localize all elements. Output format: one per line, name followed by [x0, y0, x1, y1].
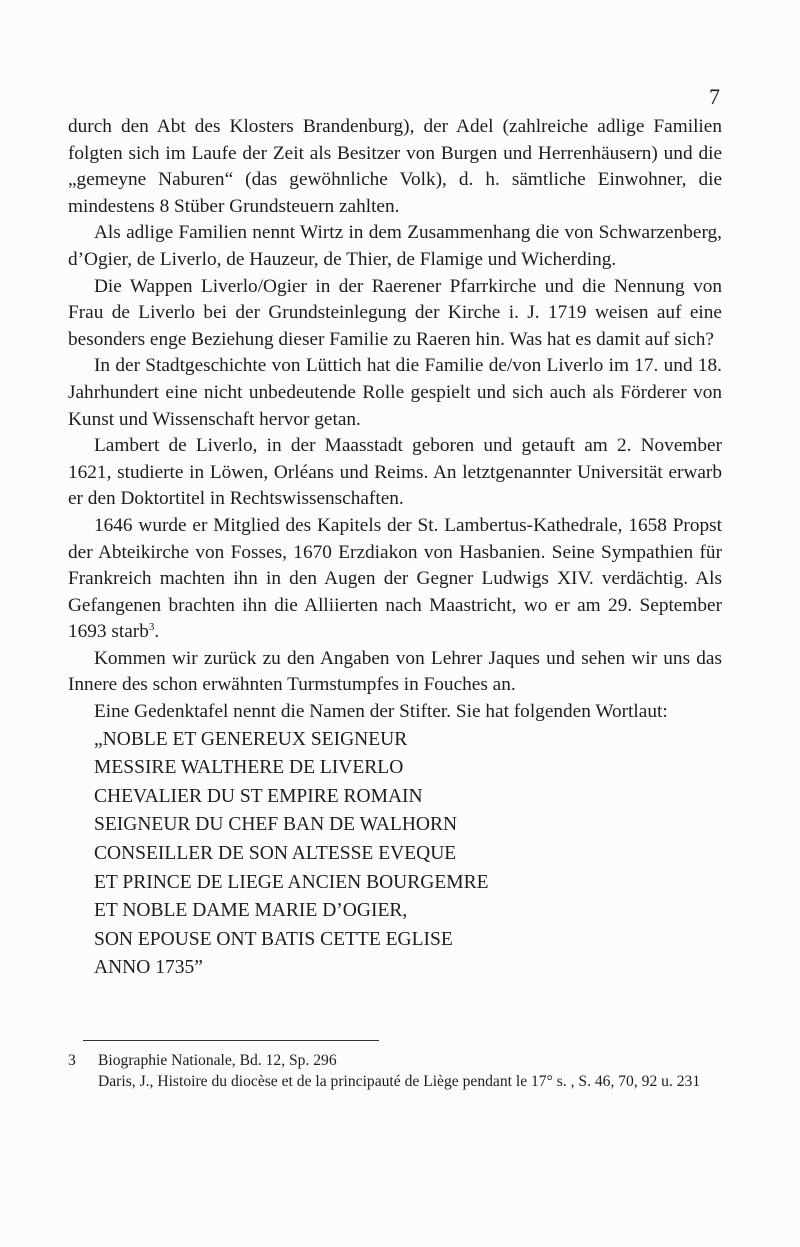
footnotes	[68, 1050, 724, 1092]
footnote-line: Biographie Nationale, Bd. 12, Sp. 296	[98, 1052, 337, 1069]
paragraph-with-footnote	[68, 513, 722, 646]
main-text	[68, 114, 722, 983]
inscription-line: SEIGNEUR DU CHEF BAN DE WALHORN	[94, 814, 458, 836]
footnote-reference: 3	[148, 621, 155, 634]
paragraph: durch den Abt des Klosters Brandenburg), der Adel (zahlreiche adlige Familien folgten sich im Laufe der Zeit als Besitzer von Burgen und Herrenhäusern) und die „gemeyne Naburen“ (das gewöhnliche Volk), d. h. sämtliche Einwohner, die mindestens 8 Stüber Grundsteuern zahlten.	[68, 116, 722, 217]
inscription-line: ANNO 1735”	[94, 957, 203, 979]
paragraph: Als adlige Familien nennt Wirtz in dem Zusammenhang die von Schwarzenberg, d’Ogier, de Liverlo, de Hauzeur, de Thier, de Flamige und Wicherding.	[68, 222, 722, 270]
paragraph: Kommen wir zurück zu den Angaben von Lehrer Jaques und sehen wir uns das Innere des schon erwähnten Turmstumpfes in Fouches an.	[68, 647, 722, 696]
inscription-line: CONSEILLER DE SON ALTESSE EVEQUE	[94, 843, 457, 865]
footnote-divider	[83, 1040, 379, 1041]
inscription-line: ET NOBLE DAME MARIE D’OGIER,	[94, 900, 408, 922]
inscription-line: ET PRINCE DE LIEGE ANCIEN BOURGEMRE	[94, 871, 489, 893]
paragraph-text: 1646 wurde er Mitglied des Kapitels der St. Lambertus-Kathedrale, 1658 Propst der Abteikirche von Fosses, 1670 Erzdiakon von Hasbanien. Seine Sympathien für Frankreich machten ihn in den Augen der Gegner Ludwigs XIV. verdächtig. Als Gefangenen brachten ihn die Alliierten nach Maastricht, wo er am 29. September 1693 starb	[68, 514, 722, 643]
paragraph: Die Wappen Liverlo/Ogier in der Raerener Pfarrkirche und die Nennung von Frau de Liverlo bei der Grundsteinlegung der Kirche i. J. 1719 weisen auf eine besonders enge Beziehung dieser Familie zu Raeren hin. Was hat es damit auf sich?	[68, 275, 722, 350]
footnote-text	[98, 1050, 724, 1092]
paragraph: Lambert de Liverlo, in der Maasstadt geboren und getauft am 2. November 1621, studierte in Löwen, Orléans und Reims. An letztgenannter Universität erwarb er den Doktortitel in Rechtswissenschaften.	[68, 435, 722, 510]
paragraph: In der Stadtgeschichte von Lüttich hat die Familie de/von Liverlo im 17. und 18. Jahrhundert eine nicht unbedeutende Rolle gespielt und sich auch als Förderer von Kunst und Wissenschaft hervor getan.	[68, 355, 722, 430]
inscription-line: SON EPOUSE ONT BATIS CETTE EGLISE	[94, 928, 453, 950]
footnote-line: Daris, J., Histoire du diocèse et de la principauté de Liège pendant le 17° s. , S. 46, 70, 92 u. 231	[98, 1073, 701, 1090]
footnote-number: 3	[68, 1052, 76, 1069]
footnote	[68, 1050, 724, 1092]
paragraph: Eine Gedenktafel nennt die Namen der Stifter. Sie hat folgenden Wortlaut:	[94, 701, 668, 723]
inscription-line: MESSIRE WALTHERE DE LIVERLO	[94, 757, 404, 779]
inscription-line: CHEVALIER DU ST EMPIRE ROMAIN	[94, 785, 423, 807]
inscription-quote	[94, 726, 722, 983]
inscription-line: „NOBLE ET GENEREUX SEIGNEUR	[94, 728, 408, 750]
page-number: 7	[709, 84, 720, 109]
paragraph-end: .	[154, 621, 160, 643]
